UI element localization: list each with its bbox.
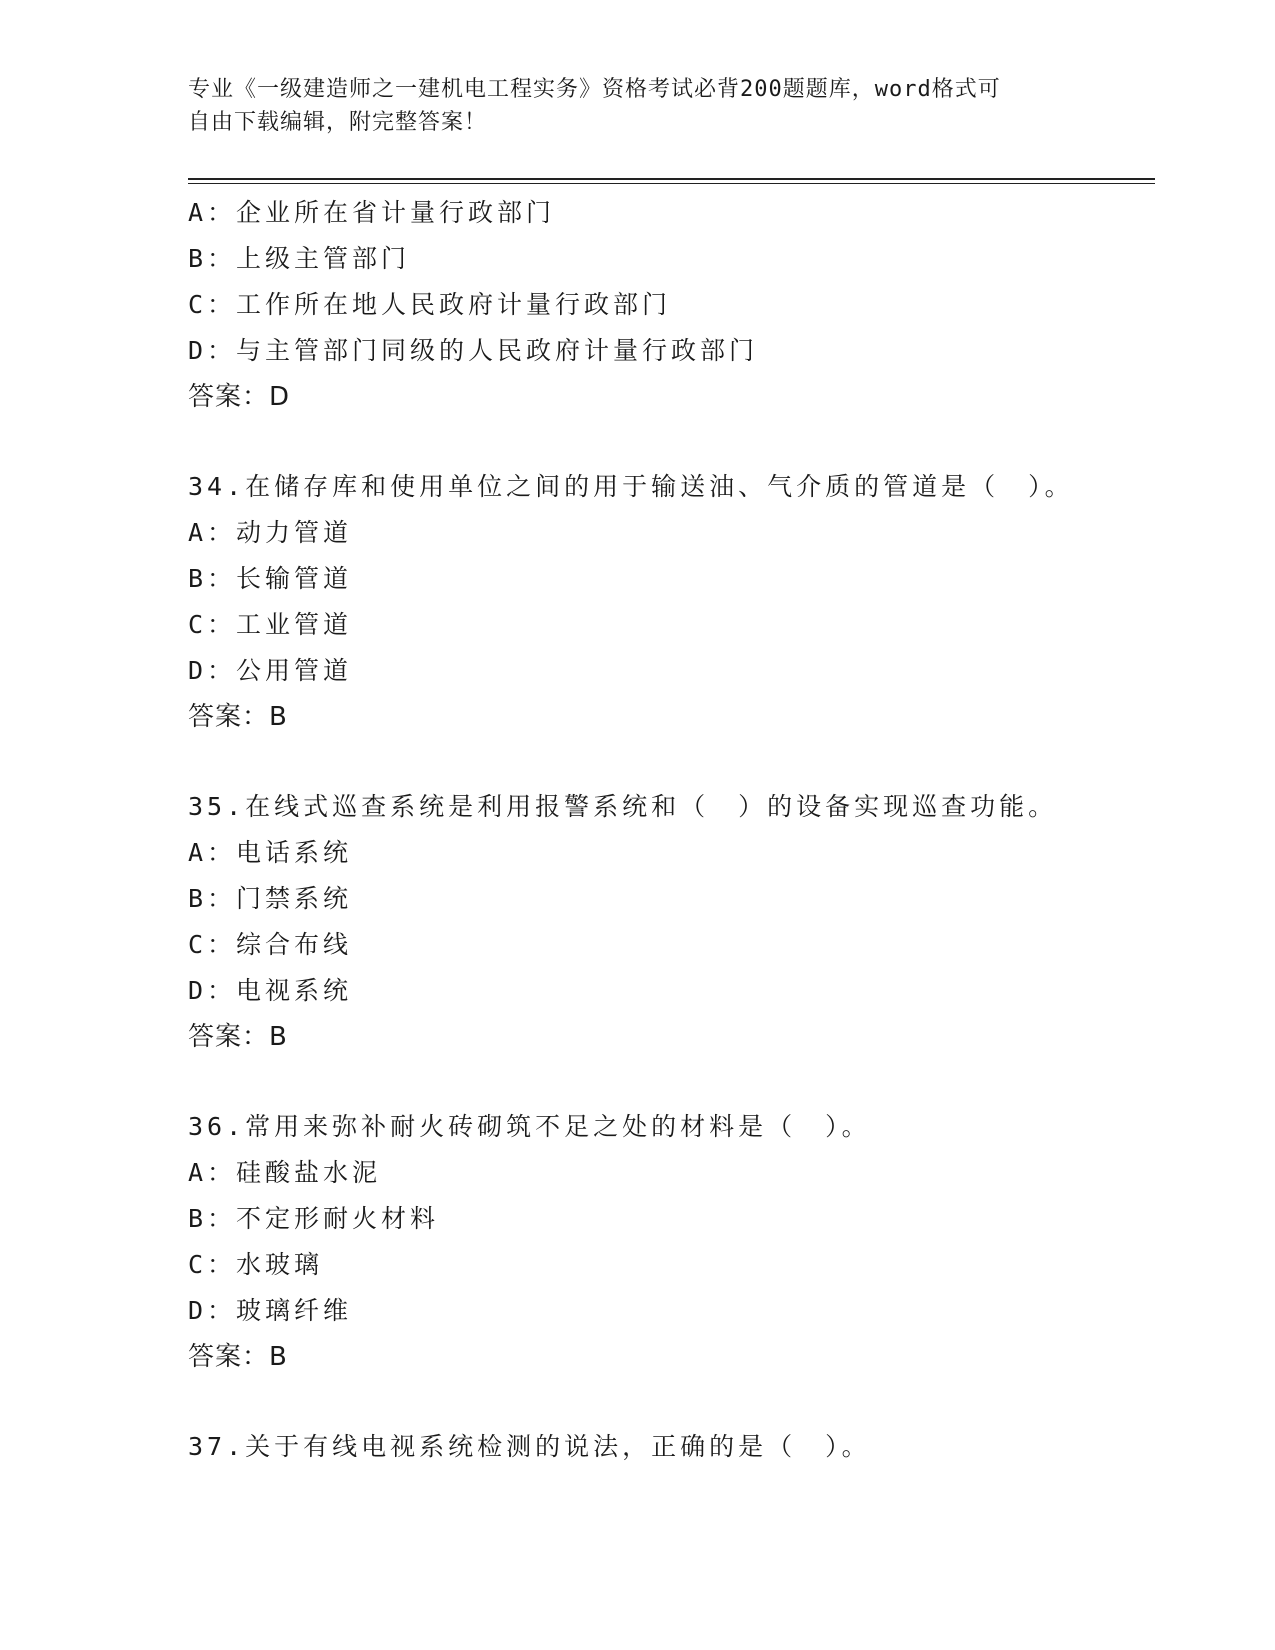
question-stem: 35.在线式巡查系统是利用报警系统和（ ）的设备实现巡查功能。 — [188, 792, 1058, 821]
option-d: D：与主管部门同级的人民政府计量行政部门 — [188, 336, 759, 365]
spacer — [188, 1060, 1148, 1104]
option-c: C：综合布线 — [188, 930, 353, 959]
spacer — [188, 420, 1148, 464]
option-b: B：长输管道 — [188, 564, 353, 593]
spacer — [188, 740, 1148, 784]
document-header — [188, 73, 1088, 139]
option-a: A：电话系统 — [188, 838, 353, 867]
option-b: B：不定形耐火材料 — [188, 1204, 440, 1233]
answer-text: 答案：B — [188, 1342, 288, 1372]
option-b: B：门禁系统 — [188, 884, 353, 913]
question-stem: 36.常用来弥补耐火砖砌筑不足之处的材料是（ ）。 — [188, 1112, 871, 1141]
answer-text: 答案：B — [188, 1022, 288, 1052]
question-list — [188, 190, 1148, 1470]
option-d: D：玻璃纤维 — [188, 1296, 353, 1325]
option-b: B：上级主管部门 — [188, 244, 411, 273]
option-d: D：电视系统 — [188, 976, 353, 1005]
question-block-34 — [188, 464, 1148, 740]
option-c: C：工业管道 — [188, 610, 353, 639]
option-c: C：水玻璃 — [188, 1250, 324, 1279]
question-block-36 — [188, 1104, 1148, 1380]
question-block-35 — [188, 784, 1148, 1060]
question-block-37 — [188, 1424, 1148, 1470]
header-rule-thick — [188, 178, 1155, 180]
answer-text: 答案：D — [188, 382, 291, 412]
header-line-1: 专业《一级建造师之一建机电工程实务》资格考试必背200题题库，word格式可 — [188, 77, 1001, 102]
option-a: A：硅酸盐水泥 — [188, 1158, 382, 1187]
header-line-2: 自由下载编辑，附完整答案！ — [188, 110, 488, 135]
option-c: C：工作所在地人民政府计量行政部门 — [188, 290, 672, 319]
option-a: A：动力管道 — [188, 518, 353, 547]
option-a: A：企业所在省计量行政部门 — [188, 198, 556, 227]
header-rule-thin — [188, 183, 1155, 184]
answer-text: 答案：B — [188, 702, 288, 732]
question-stem: 37.关于有线电视系统检测的说法，正确的是（ ）。 — [188, 1432, 871, 1461]
option-d: D：公用管道 — [188, 656, 353, 685]
question-block-33 — [188, 190, 1148, 420]
spacer — [188, 1380, 1148, 1424]
question-stem: 34.在储存库和使用单位之间的用于输送油、气介质的管道是（ ）。 — [188, 472, 1074, 501]
